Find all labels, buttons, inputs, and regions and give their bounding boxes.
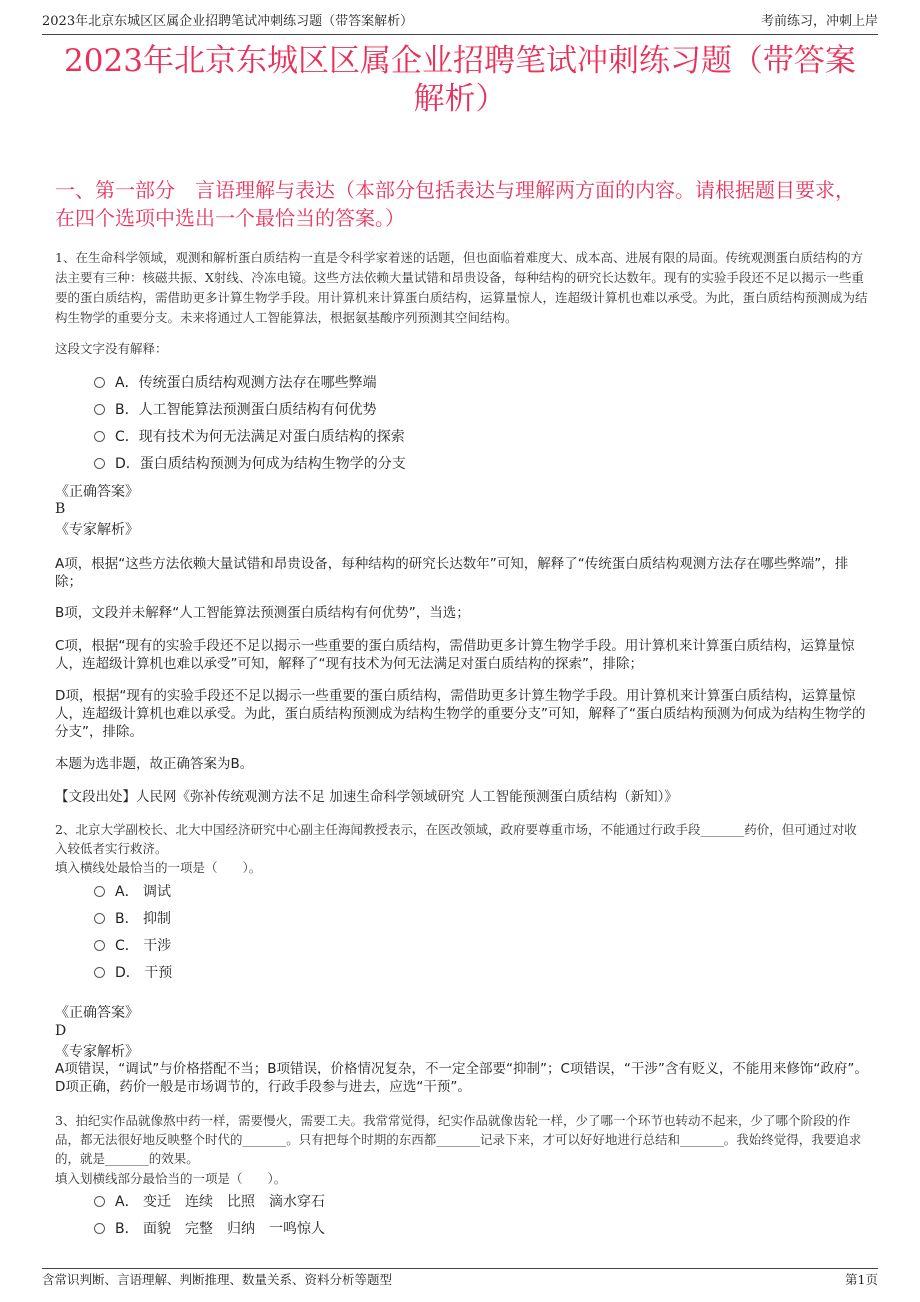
radio-icon[interactable] (94, 1196, 105, 1207)
header-slogan: 考前练习，冲刺上岸 (760, 14, 878, 29)
q1-analysis-b: B项，文段并未解释“人工智能算法预测蛋白质结构有何优势”，当选； (55, 605, 470, 621)
q2-expert-label: 《专家解析》 (55, 1044, 139, 1060)
header-doc-title: 2023年北京东城区区属企业招聘笔试冲刺练习题（带答案解析） (42, 14, 414, 29)
q1-conclusion: 本题为选非题，故正确答案为B。 (55, 756, 254, 772)
q2-analysis: A项错误，“调试”与价格搭配不当；B项错误，价格情况复杂，不一定全部要“抑制”；C项错误，“干涉”含有贬义，不能用来修饰“政府”。D项正确，药价一般是市场调节的，行政手段参与进去，应选“干预”。 (55, 1061, 868, 1095)
q2-answer-label: 《正确答案》 (55, 1005, 139, 1021)
radio-icon[interactable] (94, 940, 105, 951)
radio-icon[interactable] (94, 886, 105, 897)
q2-option-d[interactable]: D． 干预 (94, 963, 172, 983)
document-title: 2023年北京东城区区属企业招聘笔试冲刺练习题（带答案解析） (64, 43, 856, 117)
radio-icon[interactable] (94, 377, 105, 388)
q1-answer-label: 《正确答案》 (55, 484, 139, 500)
question-1-prompt: 这段文字没有解释： (55, 341, 168, 356)
q1-option-c[interactable]: C．现有技术为何无法满足对蛋白质结构的探索 (94, 427, 405, 447)
q3-option-b[interactable]: B． 面貌 完整 归纳 一鸣惊人 (94, 1219, 325, 1239)
question-3-prompt: 填入划横线部分最恰当的一项是（ ）。 (55, 1171, 287, 1186)
q2-option-a[interactable]: A． 调试 (94, 882, 171, 902)
q1-option-d[interactable]: D．蛋白质结构预测为何成为结构生物学的分支 (94, 454, 406, 474)
page-header (42, 10, 878, 35)
radio-icon[interactable] (94, 913, 105, 924)
radio-icon[interactable] (94, 1223, 105, 1234)
radio-icon[interactable] (94, 458, 105, 469)
footer-topics: 含常识判断、言语理解、判断推理、数量关系、资料分析等题型 (42, 1272, 393, 1287)
radio-icon[interactable] (94, 404, 105, 415)
radio-icon[interactable] (94, 967, 105, 978)
q1-option-a[interactable]: A．传统蛋白质结构观测方法存在哪些弊端 (94, 373, 377, 393)
section-heading: 一、第一部分 言语理解与表达（本部分包括表达与理解两方面的内容。请根据题目要求，在四个选项中选出一个最恰当的答案。） (55, 178, 855, 230)
radio-icon[interactable] (94, 431, 105, 442)
q1-analysis-d: D项，根据“现有的实验手段还不足以揭示一些重要的蛋白质结构，需借助更多计算生物学手段。用计算机来计算蛋白质结构，运算量惊人，连超级计算机也难以承受。为此，蛋白质结构预测成为结构生物学的重要分支”可知，解释了“蛋白质结构预测为何成为结构生物学的分支”，排除。 (55, 688, 866, 740)
q1-answer: B (55, 501, 66, 517)
question-3-text: 3、拍纪实作品就像熬中药一样，需要慢火，需要工夫。我常常觉得，纪实作品就像齿轮一样，少了哪一个环节也转动不起来，少了哪个阶段的作品，都无法很好地反映整个时代的_______。只有把每个时期的东西都_______记录下来，才可以好好地进行总结和_______。我始终觉得，我要追求的，就是_______的效果。 (55, 1113, 862, 1166)
q2-answer: D (55, 1023, 67, 1039)
question-1-text: 1、在生命科学领域，观测和解析蛋白质结构一直是令科学家着迷的话题，但也面临着难度大、成本高、进展有限的局面。传统观测蛋白质结构的方法主要有三种：核磁共振、X射线、冷冻电镜。这些方法依赖大量试错和昂贵设备，每种结构的研究长达数年。现有的实验手段还不足以揭示一些重要的蛋白质结构，需借助更多计算生物学手段。用计算机来计算蛋白质结构，运算量惊人，连超级计算机也难以承受。为此，蛋白质结构预测成为结构生物学的重要分支。未来将通过人工智能算法，根据氨基酸序列预测其空间结构。 (55, 250, 868, 325)
q1-source: 【文段出处】人民网《弥补传统观测方法不足 加速生命科学领域研究 人工智能预测蛋白质结构（新知）》 (55, 789, 678, 805)
question-2-prompt: 填入横线处最恰当的一项是（ ）。 (55, 860, 262, 875)
q2-option-c[interactable]: C． 干涉 (94, 936, 171, 956)
question-2-text: 2、北京大学副校长、北大中国经济研究中心副主任海闻教授表示，在医改领域，政府要尊重市场，不能通过行政手段_______药价，但可通过对收入较低者实行救济。 (55, 822, 857, 856)
q1-expert-label: 《专家解析》 (55, 522, 139, 538)
q1-option-b[interactable]: B．人工智能算法预测蛋白质结构有何优势 (94, 400, 377, 420)
q1-analysis-a: A项，根据“这些方法依赖大量试错和昂贵设备，每种结构的研究长达数年”可知，解释了“传统蛋白质结构观测方法存在哪些弊端”，排除； (55, 556, 849, 590)
q3-option-a[interactable]: A． 变迁 连续 比照 滴水穿石 (94, 1192, 325, 1212)
page-number: 第1页 (845, 1272, 878, 1287)
q2-option-b[interactable]: B． 抑制 (94, 909, 171, 929)
page-footer (42, 1268, 878, 1291)
q1-analysis-c: C项，根据“现有的实验手段还不足以揭示一些重要的蛋白质结构，需借助更多计算生物学手段。用计算机来计算蛋白质结构，运算量惊人，连超级计算机也难以承受”可知，解释了“现有技术为何无法满足对蛋白质结构的探索”，排除； (55, 638, 855, 672)
